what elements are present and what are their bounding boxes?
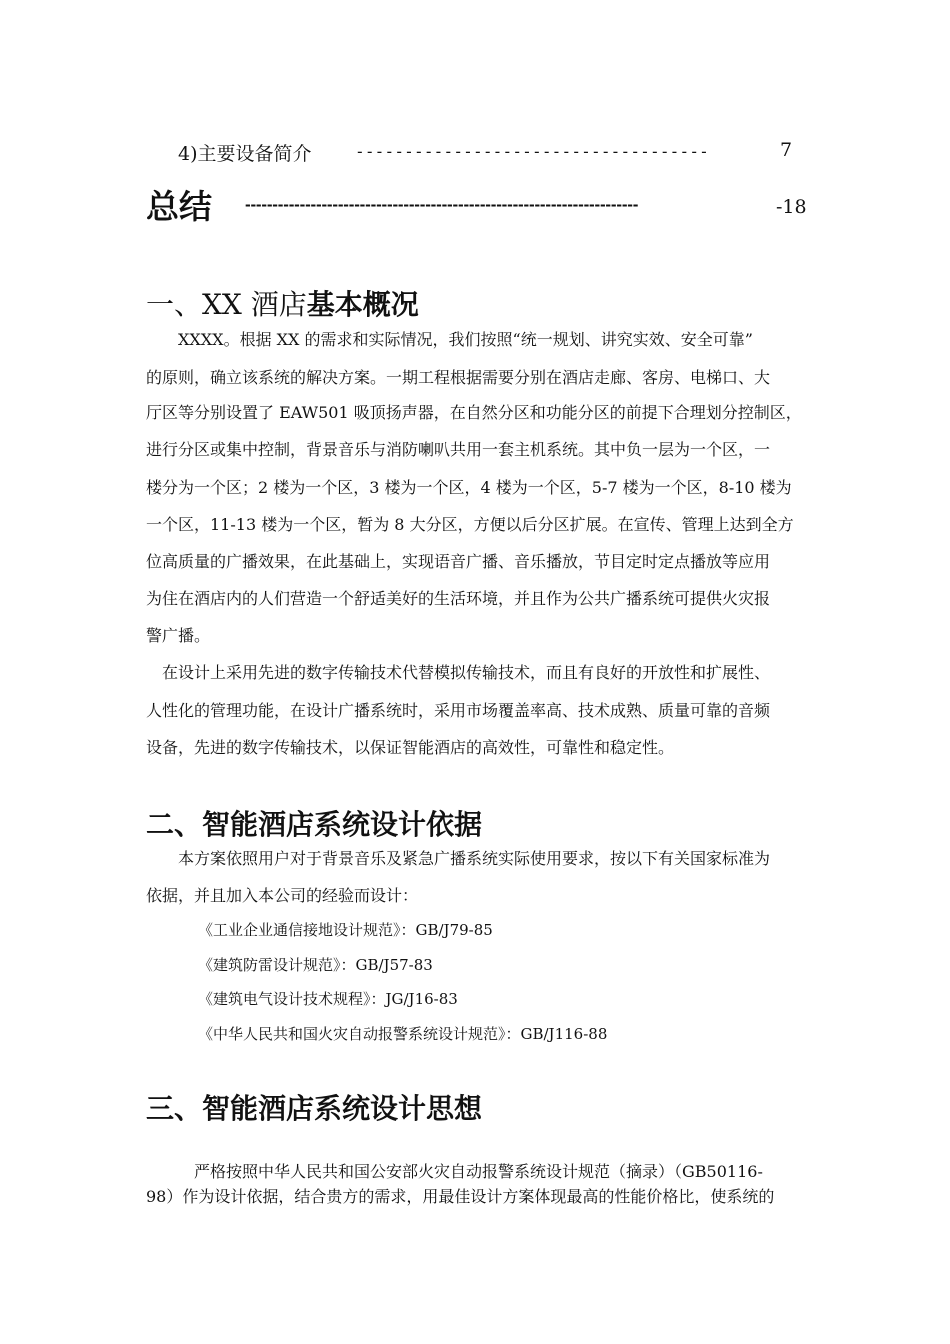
section-1-line: 人性化的管理功能，在设计广播系统时，采用市场覆盖率高、技术成熟、质量可靠的音频: [146, 701, 771, 720]
section-1-heading-prefix: 一、XX 酒店: [146, 288, 307, 321]
standard-reference: 《工业企业通信接地设计规范》：GB/J79-85: [198, 921, 493, 939]
section-1-line: 设备，先进的数字传输技术，以保证智能酒店的高效性，可靠性和稳定性。: [146, 738, 675, 757]
section-3-heading: 三、智能酒店系统设计思想: [146, 1092, 483, 1125]
section-2-line: 依据，并且加入本公司的经验而设计：: [146, 886, 419, 905]
section-2-line: 本方案依照用户对于背景音乐及紧急广播系统实际使用要求，按以下有关国家标准为: [146, 849, 771, 868]
section-3-line: 严格按照中华人民共和国公安部火灾自动报警系统设计规范（摘录）（GB50116-: [146, 1162, 763, 1181]
section-3-line: 98）作为设计依据，结合贵方的需求，用最佳设计方案体现最高的性能价格比，使系统的: [146, 1187, 775, 1206]
standard-reference: 《建筑电气设计技术规程》：JG/J16-83: [198, 990, 458, 1008]
section-1-line: 进行分区或集中控制，背景音乐与消防喇叭共用一套主机系统。其中负一层为一个区，一: [146, 440, 771, 459]
section-1-line: 警广播。: [146, 626, 211, 645]
section-2-heading: 二、智能酒店系统设计依据: [146, 808, 483, 841]
section-1-line: 的原则，确立该系统的解决方案。一期工程根据需要分别在酒店走廊、客房、电梯口、大: [146, 368, 771, 387]
toc-summary-label: 总结: [146, 187, 212, 226]
section-1-line: 位高质量的广播效果，在此基础上，实现语音广播、音乐播放，节目定时定点播放等应用: [146, 552, 771, 571]
section-1-heading: [146, 283, 419, 323]
section-1-line: 在设计上采用先进的数字传输技术代替模拟传输技术，而且有良好的开放性和扩展性、: [146, 663, 771, 682]
toc-item-4-page: 7: [780, 139, 793, 161]
section-1-line: XXXX。根据 XX 的需求和实际情况，我们按照“统一规划、讲究实效、安全可靠”: [146, 330, 753, 349]
standard-reference: 《建筑防雷设计规范》：GB/J57-83: [198, 956, 433, 974]
toc-summary-page: -18: [776, 196, 807, 218]
toc-summary-leader: ------------------------------------------------------------------------: [245, 195, 639, 214]
section-1-line: 为住在酒店内的人们营造一个舒适美好的生活环境，并且作为公共广播系统可提供火灾报: [146, 589, 771, 608]
toc-item-4-leader: ------------------------------------: [355, 142, 709, 161]
standard-reference: 《中华人民共和国火灾自动报警系统设计规范》：GB/J116-88: [198, 1025, 608, 1043]
section-1-line: 一个区，11-13 楼为一个区，暂为 8 大分区，方便以后分区扩展。在宣传、管理上达到全方: [146, 515, 794, 534]
section-1-heading-bold: 基本概况: [306, 288, 419, 321]
toc-item-4-label: 4)主要设备简介: [178, 143, 312, 165]
section-1-line: 楼分为一个区；2 楼为一个区，3 楼为一个区，4 楼为一个区，5-7 楼为一个区，8-10 楼为: [146, 478, 792, 497]
section-1-line: 厅区等分别设置了 EAW501 吸顶扬声器，在自然分区和功能分区的前提下合理划分控制区，: [146, 403, 802, 422]
